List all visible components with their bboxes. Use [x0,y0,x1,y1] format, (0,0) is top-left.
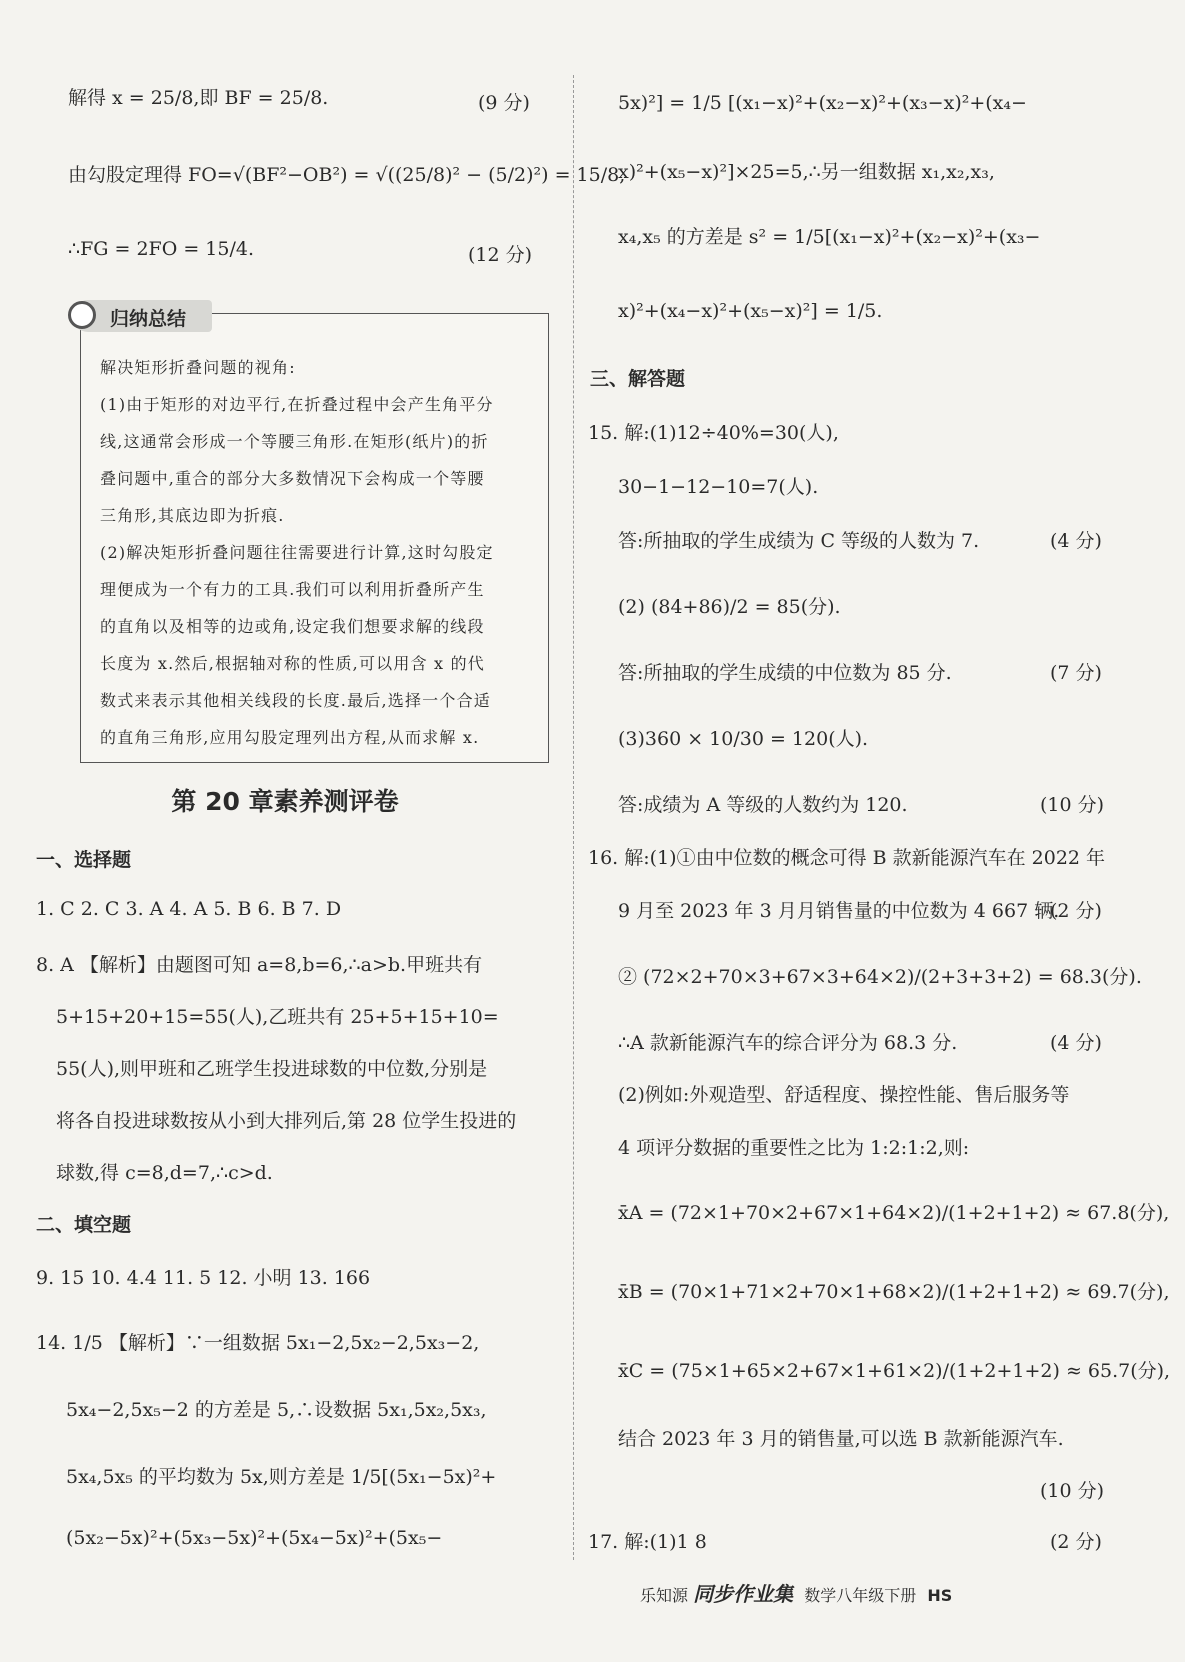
column-divider [573,75,574,1560]
q15-line: (3)360 × 10/30 = 120(人). [618,728,869,750]
q16-line: x̄C = (75×1+65×2+67×1+61×2)/(1+2+1+2) ≈ 65.7(分), [618,1360,1171,1382]
section-heading: 三、解答题 [590,368,686,390]
answers-choice: 1. C 2. C 3. A 4. A 5. B 6. B 7. D [36,898,342,920]
q14-line: 5x₄−2,5x₅−2 的方差是 5,∴设数据 5x₁,5x₂,5x₃, [66,1399,487,1421]
section-heading: 二、填空题 [36,1214,132,1236]
q8-line: 球数,得 c=8,d=7,∴c>d. [56,1162,273,1184]
q16-line: 9 月至 2023 年 3 月月销售量的中位数为 4 667 辆. [618,900,1060,922]
summary-title: 归纳总结 [110,308,187,330]
score: (2 分) [1050,900,1102,922]
summary-line: 线,这通常会形成一个等腰三角形.在矩形(纸片)的折 [100,432,489,451]
q8-line: 55(人),则甲班和乙班学生投进球数的中位数,分别是 [56,1058,488,1080]
summary-line: (2)解决矩形折叠问题往往需要进行计算,这时勾股定 [100,543,494,562]
q15-line: 答:所抽取的学生成绩为 C 等级的人数为 7. [618,530,980,552]
score: (9 分) [478,92,530,114]
q16-line: 4 项评分数据的重要性之比为 1:2:1:2,则: [618,1137,970,1159]
summary-line: 的直角以及相等的边或角,设定我们想要求解的线段 [100,617,485,636]
q16-line: ② (72×2+70×3+67×3+64×2)/(2+3+3+2) = 68.3(分). [618,966,1142,988]
q14-line: 5x₄,5x₅ 的平均数为 5x,则方差是 1/5[(5x₁−5x)²+ [66,1466,497,1488]
q8-line: 将各自投进球数按从小到大排列后,第 28 位学生投进的 [56,1110,517,1132]
q14-cont: x)²+(x₄−x)²+(x₅−x)²] = 1/5. [618,300,883,322]
score: (10 分) [1040,1480,1105,1502]
summary-line: 长度为 x.然后,根据轴对称的性质,可以用含 x 的代 [100,654,485,673]
summary-line: 解决矩形折叠问题的视角: [100,358,296,377]
q14-cont: 5x)²] = 1/5 [(x₁−x)²+(x₂−x)²+(x₃−x)²+(x₄− [618,92,1027,114]
q16-line: ∴A 款新能源汽车的综合评分为 68.3 分. [618,1032,958,1054]
footer-brand: 同步作业集 [693,1582,794,1606]
footer-edition: HS [927,1586,953,1605]
q14-cont: x₄,x₅ 的方差是 s² = 1/5[(x₁−x)²+(x₂−x)²+(x₃− [618,226,1041,248]
footer-publisher: 乐知源 [640,1586,689,1605]
q8-line: 8. A 【解析】由题图可知 a=8,b=6,∴a>b.甲班共有 [36,954,483,976]
q16-line: (2)例如:外观造型、舒适程度、操控性能、售后服务等 [618,1084,1070,1106]
score: (12 分) [468,244,533,266]
footer-subject: 数学八年级下册 [804,1586,917,1605]
q15-line: 答:成绩为 A 等级的人数约为 120. [618,794,908,816]
score: (2 分) [1050,1531,1102,1553]
summary-line: 三角形,其底边即为折痕. [100,506,285,525]
line-solve-x: 解得 x = 25/8,即 BF = 25/8. [68,87,329,109]
score: (10 分) [1040,794,1105,816]
score: (7 分) [1050,662,1102,684]
score: (4 分) [1050,530,1102,552]
score: (4 分) [1050,1032,1102,1054]
summary-line: 数式来表示其他相关线段的长度.最后,选择一个合适 [100,691,491,710]
chapter-title: 第 20 章素养测评卷 [171,787,399,816]
q15-line: 答:所抽取的学生成绩的中位数为 85 分. [618,662,952,684]
q15-line: 30−1−12−10=7(人). [618,476,819,498]
summary-line: 理便成为一个有力的工具.我们可以利用折叠所产生 [100,580,485,599]
search-icon [68,301,96,329]
q16-line: x̄A = (72×1+70×2+67×1+64×2)/(1+2+1+2) ≈ 67.8(分), [618,1202,1170,1224]
q16-line: 16. 解:(1)①由中位数的概念可得 B 款新能源汽车在 2022 年 [588,847,1106,869]
line-fg: ∴FG = 2FO = 15/4. [68,238,255,260]
summary-line: 的直角三角形,应用勾股定理列出方程,从而求解 x. [100,728,480,747]
q14-cont: x)²+(x₅−x)²]×25=5,∴另一组数据 x₁,x₂,x₃, [618,161,995,183]
q15-line: (2) (84+86)/2 = 85(分). [618,596,841,618]
q16-line: x̄B = (70×1+71×2+70×1+68×2)/(1+2+1+2) ≈ 69.7(分), [618,1281,1170,1303]
q14-line: 14. 1/5 【解析】∵一组数据 5x₁−2,5x₂−2,5x₃−2, [36,1332,480,1354]
summary-line: 叠问题中,重合的部分大多数情况下会构成一个等腰 [100,469,485,488]
summary-line: (1)由于矩形的对边平行,在折叠过程中会产生角平分 [100,395,494,414]
q14-line: (5x₂−5x)²+(5x₃−5x)²+(5x₄−5x)²+(5x₅− [66,1527,443,1549]
q8-line: 5+15+20+15=55(人),乙班共有 25+5+15+10= [56,1006,499,1028]
section-heading: 一、选择题 [36,849,132,871]
q15-line: 15. 解:(1)12÷40%=30(人), [588,422,839,444]
line-pythagoras: 由勾股定理得 FO=√(BF²−OB²) = √((25/8)² − (5/2)²) = 15/8, [68,164,626,186]
q16-line: 结合 2023 年 3 月的销售量,可以选 B 款新能源汽车. [618,1428,1064,1450]
page-footer [640,1578,952,1607]
answers-fill: 9. 15 10. 4.4 11. 5 12. 小明 13. 166 [36,1267,371,1289]
q17-line: 17. 解:(1)1 8 [588,1531,707,1553]
